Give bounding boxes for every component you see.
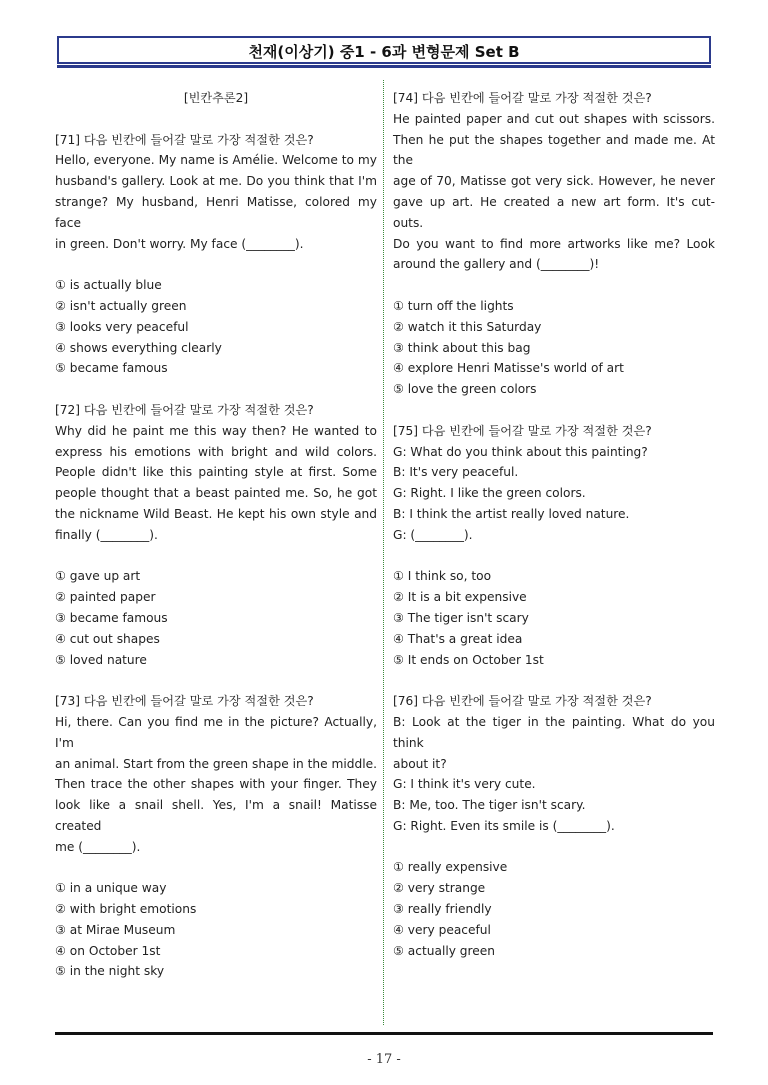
dialogue-line: B: Look at the tiger in the painting. What do you think [393, 714, 715, 750]
passage-line: Do you want to find more artworks like me? Look [393, 236, 715, 251]
passage-line: look like a snail shell. Yes, I'm a snail! Matisse created [55, 798, 377, 833]
question-label: [73] 다음 빈칸에 들어갈 말로 가장 적절한 것은? [55, 694, 314, 709]
answer-option[interactable]: ① turn off the lights [393, 298, 514, 313]
passage-line: in green. Don't worry. My face (________). [55, 236, 304, 251]
answer-option[interactable]: ③ really friendly [393, 902, 492, 917]
answer-option[interactable]: ③ looks very peaceful [55, 319, 189, 334]
passage-line: husband's gallery. Look at me. Do you think that I'm [55, 174, 377, 189]
header-title-box [57, 36, 711, 64]
answer-option[interactable]: ② isn't actually green [55, 298, 187, 313]
question-label: [72] 다음 빈칸에 들어갈 말로 가장 적절한 것은? [55, 402, 314, 417]
answer-option[interactable]: ⑤ became famous [55, 361, 168, 376]
answer-option[interactable]: ② with bright emotions [55, 902, 197, 917]
answer-option[interactable]: ⑤ love the green colors [393, 382, 537, 397]
answer-option[interactable]: ① gave up art [55, 569, 141, 584]
answer-option[interactable]: ① I think so, too [393, 569, 492, 584]
question-72 [55, 400, 377, 670]
question-73 [55, 691, 377, 982]
dialogue-line: about it? [393, 756, 447, 771]
passage-line: the nickname Wild Beast. He kept his own style and [55, 506, 377, 521]
column-divider [383, 80, 384, 1025]
page-title: 천재(이상기) 중1 - 6과 변형문제 Set B [248, 43, 520, 61]
question-label: [76] 다음 빈칸에 들어갈 말로 가장 적절한 것은? [393, 694, 652, 709]
page-number: - 17 - [367, 1052, 401, 1067]
question-75 [393, 421, 715, 671]
answer-option[interactable]: ② very strange [393, 881, 486, 896]
question-label: [71] 다음 빈칸에 들어갈 말로 가장 적절한 것은? [55, 132, 314, 147]
passage-line: gave up art. He created a new art form. It's cut-outs. [393, 194, 715, 230]
answer-option[interactable]: ③ think about this bag [393, 340, 531, 355]
answer-option[interactable]: ⑤ actually green [393, 943, 495, 958]
passage-line: express his emotions with bright and wild colors. [55, 444, 377, 459]
dialogue-line: G: Right. I like the green colors. [393, 486, 586, 501]
passage-line: Why did he paint me this way then? He wanted to [55, 423, 377, 438]
footer-rule [55, 1032, 713, 1035]
answer-option[interactable]: ③ became famous [55, 610, 168, 625]
answer-option[interactable]: ① in a unique way [55, 881, 167, 896]
answer-option[interactable]: ② watch it this Saturday [393, 319, 542, 334]
answer-option[interactable]: ① is actually blue [55, 278, 162, 293]
answer-option[interactable]: ④ explore Henri Matisse's world of art [393, 361, 624, 376]
passage-line: Hi, there. Can you find me in the picture? Actually, I'm [55, 714, 377, 750]
dialogue-line: G: (________). [393, 527, 473, 542]
passage-line: People didn't like this painting style at first. Some [55, 465, 377, 480]
dialogue-line: B: Me, too. The tiger isn't scary. [393, 798, 586, 813]
question-label: [75] 다음 빈칸에 들어갈 말로 가장 적절한 것은? [393, 423, 652, 438]
answer-option[interactable]: ⑤ in the night sky [55, 964, 165, 979]
answer-option[interactable]: ③ at Mirae Museum [55, 922, 176, 937]
passage-line: Then trace the other shapes with your finger. They [55, 777, 377, 792]
section-label: [빈칸추론2] [183, 91, 249, 105]
answer-option[interactable]: ② painted paper [55, 590, 156, 605]
passage-line: people thought that a beast painted me. So, he got [55, 486, 377, 501]
dialogue-line: B: I think the artist really loved nature. [393, 506, 630, 521]
dialogue-line: G: I think it's very cute. [393, 777, 536, 792]
passage-line: age of 70, Matisse got very sick. However, he never [393, 174, 715, 189]
question-76 [393, 691, 715, 961]
answer-option[interactable]: ④ shows everything clearly [55, 340, 222, 355]
answer-option[interactable]: ⑤ loved nature [55, 652, 147, 667]
passage-line: Hello, everyone. My name is Amélie. Welcome to my [55, 153, 377, 168]
answer-option[interactable]: ② It is a bit expensive [393, 590, 527, 605]
question-71 [55, 130, 377, 380]
passage-line: around the gallery and (________)! [393, 257, 600, 272]
answer-option[interactable]: ④ That's a great idea [393, 631, 523, 646]
dialogue-line: G: What do you think about this painting? [393, 444, 648, 459]
answer-option[interactable]: ④ cut out shapes [55, 631, 160, 646]
answer-option[interactable]: ③ The tiger isn't scary [393, 610, 529, 625]
dialogue-line: B: It's very peaceful. [393, 465, 519, 480]
passage-line: finally (________). [55, 527, 158, 542]
passage-line: He painted paper and cut out shapes with scissors. [393, 111, 715, 126]
answer-option[interactable]: ④ very peaceful [393, 922, 491, 937]
right-column [393, 88, 715, 961]
left-column [55, 88, 377, 982]
question-label: [74] 다음 빈칸에 들어갈 말로 가장 적절한 것은? [393, 91, 652, 105]
answer-option[interactable]: ⑤ It ends on October 1st [393, 652, 544, 667]
passage-line: me (________). [55, 839, 141, 854]
passage-line: an animal. Start from the green shape in the middle. [55, 756, 377, 771]
dialogue-line: G: Right. Even its smile is (________). [393, 818, 615, 833]
passage-line: strange? My husband, Henri Matisse, colored my face [55, 194, 377, 230]
question-74 [393, 88, 715, 400]
answer-option[interactable]: ④ on October 1st [55, 943, 161, 958]
passage-line: Then he put the shapes together and made me. At the [393, 132, 715, 168]
answer-option[interactable]: ① really expensive [393, 860, 508, 875]
